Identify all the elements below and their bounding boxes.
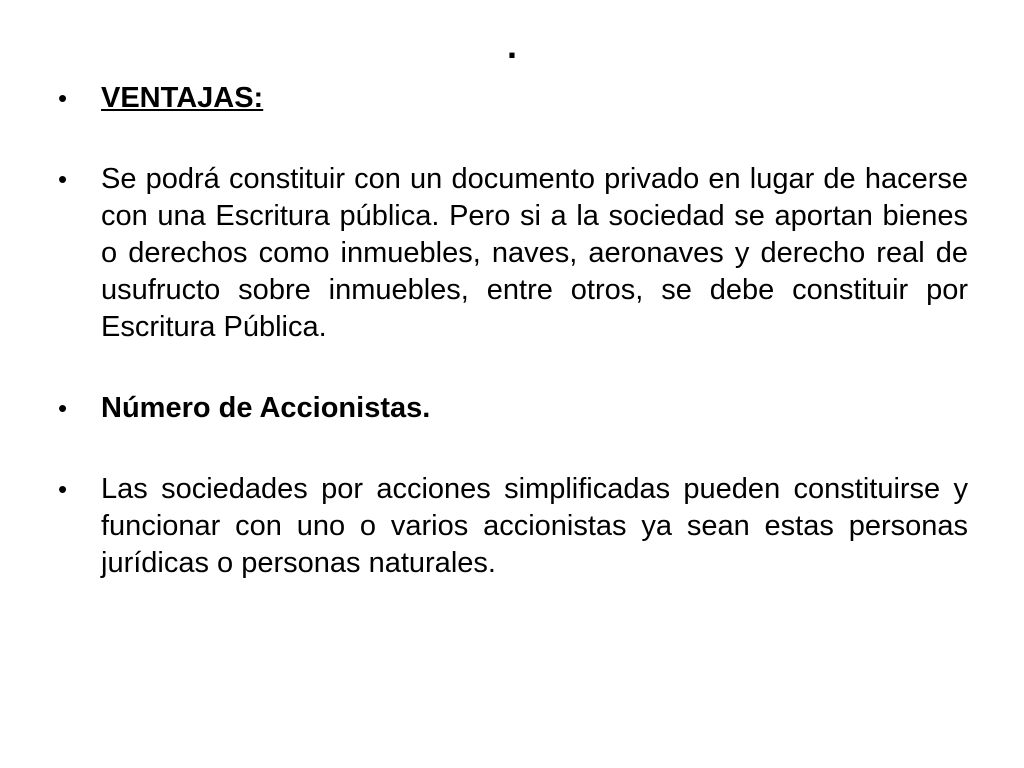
bullet-text-sociedades: Las sociedades por acciones simplificadas pueden constituirse y funcionar con uno o varios accionistas ya sean estas personas jurídicas o personas naturales. bbox=[101, 473, 968, 579]
bullet-item-sociedades bbox=[56, 471, 968, 582]
bullet-item-ventajas bbox=[56, 80, 968, 117]
bullet-heading-numero-accionistas: Número de Accionistas. bbox=[101, 392, 431, 424]
slide-title: . bbox=[506, 25, 517, 66]
bullet-list bbox=[56, 80, 968, 626]
bullet-dot-icon: • bbox=[58, 164, 68, 194]
bullet-dot-icon: • bbox=[58, 393, 68, 423]
bullet-item-escritura bbox=[56, 161, 968, 346]
bullet-heading-ventajas: VENTAJAS: bbox=[101, 82, 264, 114]
bullet-item-numero-accionistas bbox=[56, 390, 968, 427]
bullet-dot-icon: • bbox=[58, 83, 68, 113]
bullet-dot-icon: • bbox=[58, 474, 68, 504]
bullet-text-escritura: Se podrá constituir con un documento privado en lugar de hacerse con una Escritura pública. Pero si a la sociedad se aportan bienes o derechos como inmuebles, naves, aeronaves y derecho real de usufructo sobre inmuebles, entre otros, se debe constituir por Escritura Pública. bbox=[101, 163, 968, 343]
